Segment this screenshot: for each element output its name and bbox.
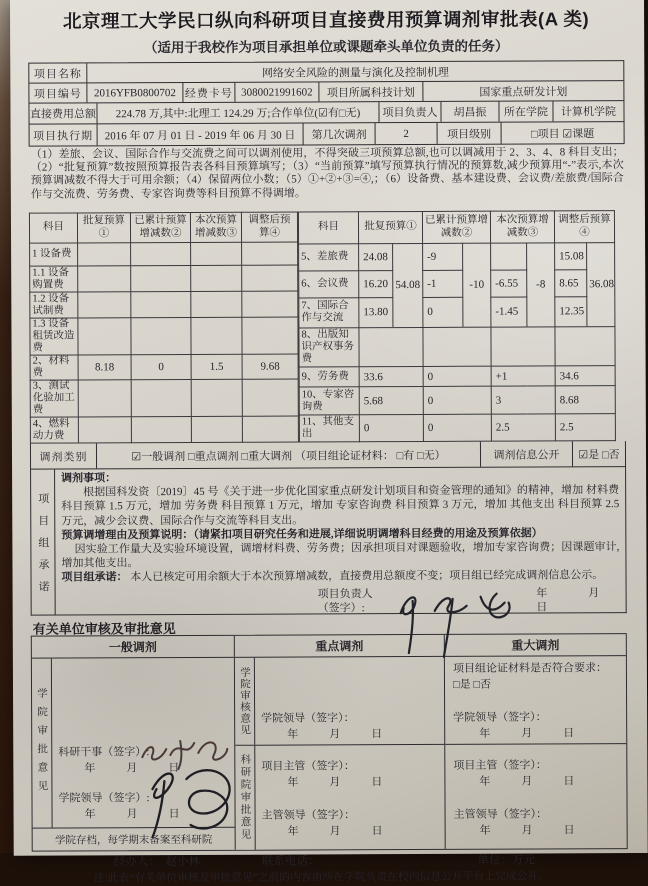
budget-row <box>30 291 298 318</box>
info-row-name <box>29 61 623 84</box>
commitment-body <box>55 467 641 615</box>
college-value: 计算机学院 <box>560 106 617 119</box>
group-total-approved: 54.08 <box>393 244 423 328</box>
pm-sign-group <box>261 756 440 789</box>
value-cell <box>191 379 242 416</box>
leader-sign-date: 年 月 日 <box>536 586 641 614</box>
leader-label: 项目负责人 <box>379 102 441 122</box>
adjust-times-label: 第几次调剂 <box>304 123 376 144</box>
leader-value: 胡昌振 <box>441 102 499 122</box>
period-value: 2016 年 07 月 01 日 - 2019 年 06 月 30 日 <box>98 123 304 145</box>
value-cell <box>423 327 491 367</box>
value-cell <box>191 265 242 291</box>
direct-cost-value: 224.78 万,其中:北理工 124.29 万;合作单位(☑有□无) <box>97 102 379 123</box>
fund-card-label: 经费卡号 <box>183 83 235 102</box>
value-cell <box>491 326 555 366</box>
promise-line <box>61 569 619 586</box>
college-approval-vlabel: 学院审批意见 <box>32 659 53 828</box>
operator-field: 经办人： 赵小林 <box>113 855 201 868</box>
subject-cell: 2、材料费 <box>30 355 78 380</box>
sl-sign-label: 主管领导（签字）： <box>261 808 356 822</box>
value-cell <box>78 318 131 355</box>
value-cell: -6.55 <box>491 270 527 297</box>
value-cell: 0 <box>423 297 463 327</box>
level-label: 项目级别 <box>438 123 502 144</box>
college-review-cell <box>235 657 444 746</box>
value-cell: 16.20 <box>359 270 393 297</box>
commitment-section <box>30 467 641 616</box>
budget-row <box>299 326 615 367</box>
footnote: 注:此表“有关单位审核及审批意见”之前的内容由所在学院负责在校内信息公开平台上完成公开。 <box>93 870 550 885</box>
promise-label: 项目组承诺： <box>61 571 128 584</box>
public-info-checkboxes: ☑是 □否 <box>578 448 620 461</box>
reason-heading: 预算调增理由及预算说明：（请紧扣项目研究任务和进展,详细说明调增科目经费的用途及预算依据） <box>61 527 543 542</box>
value-cell: 9.68 <box>242 354 298 379</box>
value-cell: -9 <box>423 243 463 270</box>
major-top-cell <box>445 656 626 745</box>
value-cell: 8.65 <box>555 270 587 297</box>
header-approved: 批复预算① <box>77 213 130 243</box>
major-pm-label: 项目主管（签字）： <box>453 758 547 772</box>
major-sl-date: 年 月 日 <box>479 823 578 837</box>
form-title: 北京理工大学民口纵向科研项目直接费用预算调剂审批表(A 类) <box>62 8 590 32</box>
header-adjusted: 调整后预算④ <box>241 212 297 242</box>
public-info-label: 调剂信息公开 <box>481 441 573 466</box>
budget-row <box>299 269 615 297</box>
value-cell: +1 <box>491 366 555 387</box>
budget-row <box>30 379 298 417</box>
major-leader-label: 学院领导（签字）： <box>453 711 547 724</box>
subject-cell: 1.3 设备租赁改造费 <box>30 318 78 355</box>
research-office-content <box>255 745 444 850</box>
fund-card-value: 3080021991602 <box>235 82 319 101</box>
key-adjust-column <box>235 657 446 850</box>
research-office-vlabel: 科研院审批意见 <box>235 746 255 850</box>
general-adjust-column <box>32 658 236 851</box>
subject-cell: 4、燃料动力费 <box>30 417 78 443</box>
budget-row <box>299 243 615 271</box>
project-info-table <box>28 60 624 147</box>
project-no-label: 项目编号 <box>29 83 87 102</box>
leader-signature <box>392 590 522 625</box>
value-cell: 8.68 <box>555 386 615 414</box>
header-subject: 科目 <box>298 212 358 244</box>
adjust-times-value: 2 <box>376 123 438 144</box>
plan-label: 项目所属科技计划 <box>319 82 423 101</box>
budget-row <box>30 317 298 355</box>
budget-table-right <box>298 210 616 442</box>
header-approved: 批复预算① <box>358 211 422 243</box>
value-cell <box>78 266 131 292</box>
value-cell: 0 <box>423 414 491 441</box>
college-review-vlabel: 学院审核意见 <box>235 658 255 745</box>
sl-sign-group <box>262 805 441 838</box>
value-cell <box>131 317 191 354</box>
value-cell: 2.5 <box>491 414 555 441</box>
value-cell: 13.80 <box>359 297 393 327</box>
subject-cell: 10、专家咨询费 <box>299 387 359 415</box>
sl-sign-date: 年 月 日 <box>287 824 386 838</box>
plan-value: 国家重点研发计划 <box>479 85 568 99</box>
value-cell: 0 <box>131 354 191 379</box>
leader-sign-line <box>62 586 641 617</box>
budget-row <box>299 414 615 442</box>
group-total-accum: -10 <box>463 243 491 327</box>
budget-row <box>30 354 298 380</box>
budget-row <box>30 265 298 292</box>
value-cell: -1.45 <box>491 297 527 327</box>
value-cell: 1.5 <box>191 354 242 379</box>
info-row-number <box>29 81 623 104</box>
budget-tables <box>29 210 626 444</box>
value-cell <box>131 379 191 416</box>
value-cell <box>78 292 131 318</box>
clerk-sign-label: 科研干事（签字）: <box>58 746 150 759</box>
project-no-value: 2016YFB0800702 <box>87 83 183 102</box>
value-cell <box>555 326 615 366</box>
value-cell <box>191 291 242 317</box>
promise-text: 本人已核定可用余额大于本次预算增减数，直接费用总额度不变；项目组已经完成调剂信息公示。 <box>127 569 604 584</box>
commitment-side-label: 项目组承诺 <box>31 470 56 615</box>
budget-row <box>299 366 615 388</box>
research-office-cell <box>235 745 444 850</box>
reason-text: 因实验工作量大及实验环境设置，调增材料费、劳务费；因承担项目对课题验收，增加专家咨询费；因课题审计,增加其他支出。 <box>61 541 620 570</box>
subject-cell: 9、劳务费 <box>299 367 359 388</box>
pm-sign-date: 年 月 日 <box>287 775 386 789</box>
major-pm-date: 年 月 日 <box>479 774 578 788</box>
value-cell <box>191 242 242 265</box>
review-leader-label: 学院领导（签字）： <box>261 712 355 725</box>
subject-cell: 1.1 设备购置费 <box>30 266 78 292</box>
period-label: 项目执行期 <box>30 124 98 145</box>
header-accum: 已累计预算增减数② <box>422 211 490 243</box>
subject-cell: 1 设备费 <box>30 243 78 266</box>
value-cell: 0 <box>423 387 491 415</box>
subject-cell: 8、出版知识产权事务费 <box>299 327 359 367</box>
budget-table-left <box>29 212 299 444</box>
direct-cost-label: 直接费用总额 <box>29 103 97 123</box>
value-cell: 12.35 <box>555 296 587 326</box>
value-cell <box>78 417 131 443</box>
budget-header-row <box>29 212 297 243</box>
budget-header-row <box>298 211 614 244</box>
adjust-items-heading: 调剂事项： <box>61 472 117 485</box>
approval-body <box>32 656 627 851</box>
major-leader-date: 年 月 日 <box>479 727 578 740</box>
college-leader-signature <box>138 761 250 839</box>
header-accum: 已累计预算增减数② <box>130 212 190 242</box>
value-cell: 15.08 <box>555 243 587 270</box>
college-approval-cell <box>32 658 235 828</box>
value-cell <box>131 291 191 317</box>
budget-row <box>299 296 615 327</box>
major-adjust-column <box>445 656 627 849</box>
review-leader-date: 年 月 日 <box>287 728 386 741</box>
value-cell <box>78 243 131 266</box>
value-cell <box>191 317 242 354</box>
group-total-adjusted: 36.08 <box>587 243 615 327</box>
college-review-content <box>255 657 444 745</box>
clerk-sign-line <box>58 743 230 760</box>
value-cell <box>242 291 298 317</box>
value-cell: 3 <box>491 386 555 414</box>
budget-row <box>30 242 298 266</box>
evidence-question: 项目组论证材料是否符合要求： <box>452 662 607 675</box>
value-cell: 33.6 <box>359 367 423 388</box>
approval-table <box>31 633 628 852</box>
category-label: 调剂类别 <box>31 443 97 468</box>
info-row-cost <box>29 101 623 125</box>
value-cell <box>242 317 298 354</box>
value-cell <box>242 242 298 265</box>
college-leader-sign-label: 学院领导（签字）: <box>58 792 150 805</box>
info-row-period <box>30 122 624 146</box>
major-sl-group <box>454 805 623 838</box>
level-value: □项目 ☑课题 <box>530 127 595 140</box>
phone-field: 联系电话： <box>261 854 320 868</box>
budget-row <box>299 386 615 415</box>
value-cell: 5.68 <box>359 387 423 415</box>
clerk-sign-date: 年 月 日 <box>84 762 183 775</box>
value-cell: -1 <box>423 270 463 297</box>
evidence-checkboxes: □是 □否 <box>452 678 492 691</box>
value-cell: 2.5 <box>555 414 615 441</box>
adjust-category-row <box>30 441 626 470</box>
major-bottom-cell <box>445 744 626 849</box>
budget-row <box>30 416 298 443</box>
value-cell <box>242 379 298 416</box>
value-cell <box>242 416 298 442</box>
subject-cell: 6、会议费 <box>299 271 359 298</box>
subject-cell: 1.2 设备试制费 <box>30 292 78 318</box>
approval-header-row <box>32 634 626 659</box>
col-key: 重点调剂 <box>235 635 445 657</box>
value-cell <box>242 265 298 291</box>
value-cell <box>491 243 527 270</box>
category-checkboxes: ☑一般调剂 □重点调剂 □重大调剂 （项目组论证材料： □有 □无） <box>97 442 481 469</box>
approval-section-heading: 有关单位审核及审批意见 <box>32 621 176 637</box>
college-approval-content <box>52 658 235 828</box>
header-adjusted: 调整后预算④ <box>554 211 614 243</box>
leader-sign-label: 项目负责人（签字）: <box>317 587 373 615</box>
value-cell: 34.6 <box>555 366 615 387</box>
spacer <box>261 660 440 710</box>
college-label: 所在学院 <box>499 101 553 121</box>
form-paper <box>10 0 648 885</box>
value-cell <box>131 242 191 265</box>
value-cell: 24.08 <box>359 244 393 271</box>
value-cell <box>131 265 191 291</box>
major-pm-group <box>453 756 622 789</box>
value-cell: 0 <box>423 366 491 387</box>
value-cell <box>131 416 191 442</box>
archive-note: 学院存档，每学期末备案至科研院 <box>33 827 235 851</box>
subject-cell: 11、其他支出 <box>299 415 359 442</box>
subject-cell: 3、测试化验加工费 <box>30 380 78 417</box>
project-name-label: 项目名称 <box>29 63 87 82</box>
form-subtitle: （适用于我校作为项目承担单位或课题牵头单位负责的任务） <box>143 38 509 56</box>
adjust-items-text: 根据国科发资〔2019〕45 号《关于进一步优化国家重点研发计划项目和资金管理的通知》的精神，增加 材料费 科目预算 1.5 万元，增加 劳务费 科目预算 1 万元，增加 专家咨询费 科目预算 3 万元，增加 其他支出 科目预算 2.5 万元，减少会议费、国际合作与交流等科目支出。 <box>61 484 620 528</box>
subject-cell: 7、国际合作与交流 <box>299 297 359 327</box>
spacer <box>453 691 622 709</box>
header-current: 本次预算增减数③ <box>190 212 241 242</box>
subject-cell: 5、差旅费 <box>299 244 359 271</box>
value-cell <box>191 416 242 442</box>
instructions-text: （1）差旅、会议、国际合作与交流费之间可以调剂使用，不得突破三项预算总额,也可以调减用于 2、3、4、8 科目支出；（2）“批复预算”数按照预算报告表各科目预算填写；（3）“当前预算”填写预算执行情况的预算数,减少预算用“-”表示,本次预算调减数不得大于可用余额；（4）保留两位小数；（5）①+②+③=④,；（6）设备费、基本建设费、会议费/差旅费/国际合作与交流费、劳务费、专家咨询费等科目预算不得调增。 <box>30 146 624 201</box>
college-leader-sign-line <box>58 789 230 806</box>
major-sl-label: 主管领导（签字）： <box>453 807 548 821</box>
value-cell <box>78 380 131 417</box>
college-leader-sign-date: 年 月 日 <box>84 808 183 821</box>
pm-sign-label: 项目主管（签字）： <box>261 759 355 773</box>
value-cell <box>359 327 423 367</box>
value-cell: 0 <box>359 415 423 442</box>
group-total-current: -8 <box>527 243 555 327</box>
unit-field: 单位：万元 <box>477 853 536 867</box>
header-subject: 科目 <box>29 213 77 243</box>
footer-row <box>32 849 628 871</box>
project-name-value: 网络安全风险的测量与演化及控制机理 <box>261 66 449 80</box>
value-cell: 8.18 <box>78 355 131 380</box>
header-current: 本次预算增减数③ <box>490 211 554 243</box>
col-major: 重大调剂 <box>511 638 560 653</box>
col-general: 一般调剂 <box>32 636 235 658</box>
